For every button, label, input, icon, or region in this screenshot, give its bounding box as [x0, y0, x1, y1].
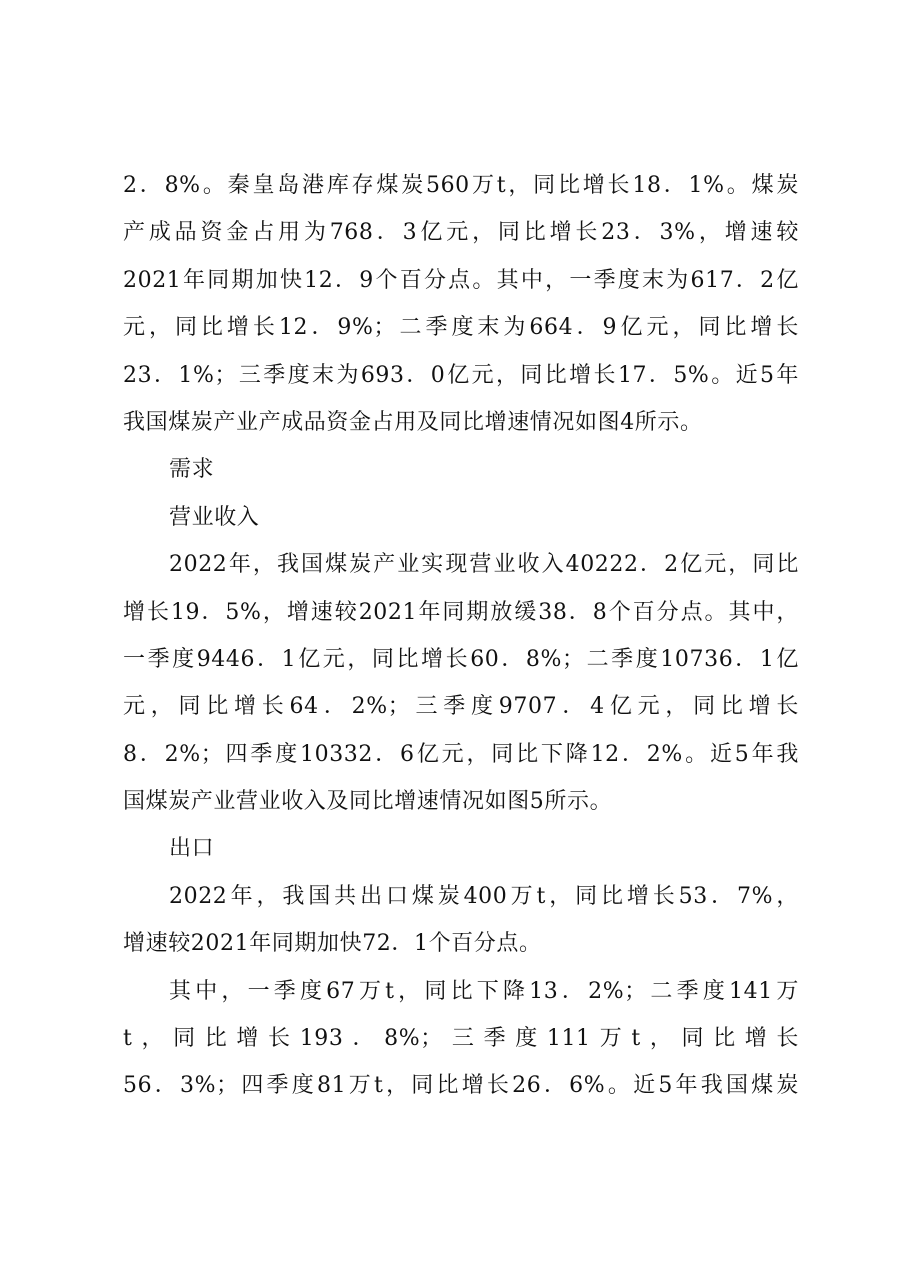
text-line: 其中，一季度67万t，同比下降13．2%；二季度141万 — [169, 978, 799, 1004]
section-heading-revenue: 营业收入 — [169, 504, 260, 530]
text-line: 2021年同期加快12．9个百分点。其中，一季度末为617．2亿 — [123, 267, 799, 293]
text-line: 增速较2021年同期加快72．1个百分点。 — [123, 931, 542, 957]
section-heading-export: 出口 — [169, 836, 215, 862]
text-line: 2022年，我国煤炭产业实现营业收入40222．2亿元，同比 — [169, 552, 799, 578]
text-line: 56．3%；四季度81万t，同比增长26．6%。近5年我国煤炭 — [123, 1073, 799, 1099]
text-line: 我国煤炭产业产成品资金占用及同比增速情况如图4所示。 — [123, 409, 703, 435]
text-line: 增长19．5%，增速较2021年同期放缓38．8个百分点。其中， — [123, 599, 799, 625]
text-line: 2．8%。秦皇岛港库存煤炭560万t，同比增长18．1%。煤炭 — [123, 173, 799, 198]
document-body — [123, 162, 799, 1110]
text-line: 23．1%；三季度末为693．0亿元，同比增长17．5%。近5年 — [123, 362, 799, 388]
text-line: 8．2%；四季度10332．6亿元，同比下降12．2%。近5年我 — [123, 741, 799, 767]
text-line: 一季度9446．1亿元，同比增长60．8%；二季度10736．1亿 — [123, 646, 799, 672]
text-line: 2022年，我国共出口煤炭400万t，同比增长53．7%， — [169, 883, 799, 909]
text-line: 国煤炭产业营业收入及同比增速情况如图5所示。 — [123, 789, 613, 815]
section-heading-demand: 需求 — [169, 457, 215, 483]
text-line: 产成品资金占用为768．3亿元，同比增长23．3%，增速较 — [123, 220, 799, 246]
text-line: 元，同比增长12．9%；二季度末为664．9亿元，同比增长 — [123, 315, 799, 341]
text-line: 元，同比增长64．2%；三季度9707．4亿元，同比增长 — [123, 694, 799, 720]
text-line: t，同比增长193．8%；三季度111万t，同比增长 — [123, 1026, 799, 1052]
